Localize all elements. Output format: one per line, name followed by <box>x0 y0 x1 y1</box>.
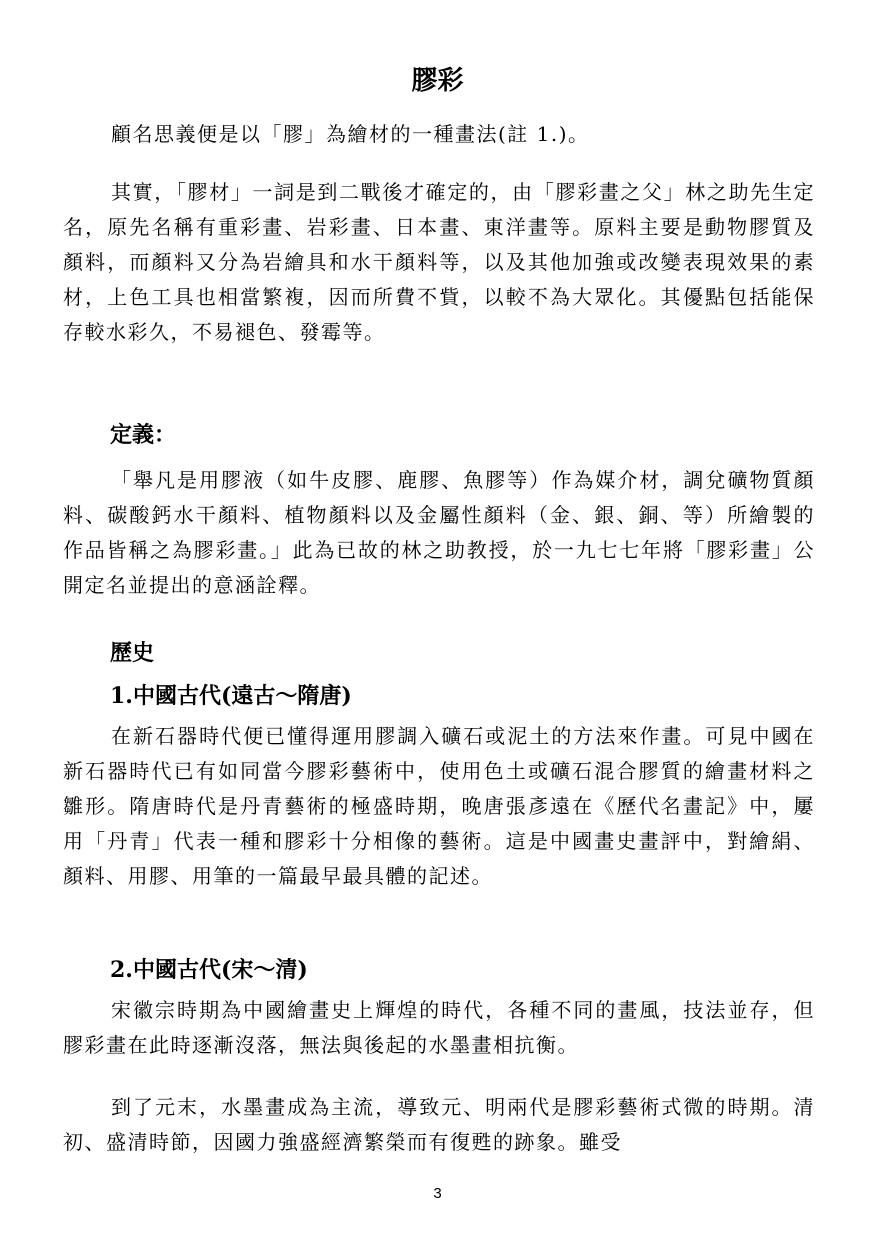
history-section-1-title: 1.中國古代(遠古～隋唐) <box>110 683 352 709</box>
history-heading: 歷史 <box>110 641 155 666</box>
history-section-1-text: 在新石器時代便已懂得運用膠調入礦石或泥土的方法來作畫。可見中國在新石器時代已有如同當今膠彩藝術中，使用色土或礦石混合膠質的繪畫材料之雛形。隋唐時代是丹青藝術的極盛時期，晚唐張彥遠在《歷代名畫記》中，屢用「丹青」代表一種和膠彩十分相像的藝術。這是中國畫史畫評中，對繪絹、顏料、用膠、用筆的一篇最早最具體的記述。 <box>63 724 815 888</box>
definition-heading: 定義： <box>110 423 177 448</box>
history-section-2-text: 宋徽宗時期為中國繪畫史上輝煌的時代，各種不同的畫風，技法並存，但膠彩畫在此時逐漸沒落，無法與後起的水墨畫相抗衡。 <box>63 998 815 1057</box>
history-section-2-title: 2.中國古代(宋～清) <box>110 957 308 983</box>
intro-paragraph: 顧名思義便是以「膠」為繪材的一種畫法(註 1.)。 <box>111 122 590 146</box>
page-title: 膠彩 <box>411 66 464 96</box>
history-section-2-text-continued: 到了元末，水墨畫成為主流，導致元、明兩代是膠彩藝術式微的時期。清初、盛清時節，因國力強盛經濟繁榮而有復甦的跡象。雖受 <box>63 1095 815 1154</box>
naming-paragraph: 其實，「膠材」一詞是到二戰後才確定的，由「膠彩畫之父」林之助先生定名，原先名稱有重彩畫、岩彩畫、日本畫、東洋畫等。原料主要是動物膠質及顏料，而顏料又分為岩繪具和水干顏料等，以及其他加強或改變表現效果的素材，上色工具也相當繁複，因而所費不貲，以較不為大眾化。其優點包括能保存較水彩久，不易褪色、發霉等。 <box>63 180 815 344</box>
definition-paragraph: 「舉凡是用膠液（如牛皮膠、鹿膠、魚膠等）作為媒介材，調兌礦物質顏料、碳酸鈣水干顏料、植物顏料以及金屬性顏料（金、銀、銅、等）所繪製的作品皆稱之為膠彩畫。」此為已故的林之助教授，於一九七七年將「膠彩畫」公開定名並提出的意涵詮釋。 <box>63 468 815 597</box>
page-number: 3 <box>433 1185 442 1202</box>
